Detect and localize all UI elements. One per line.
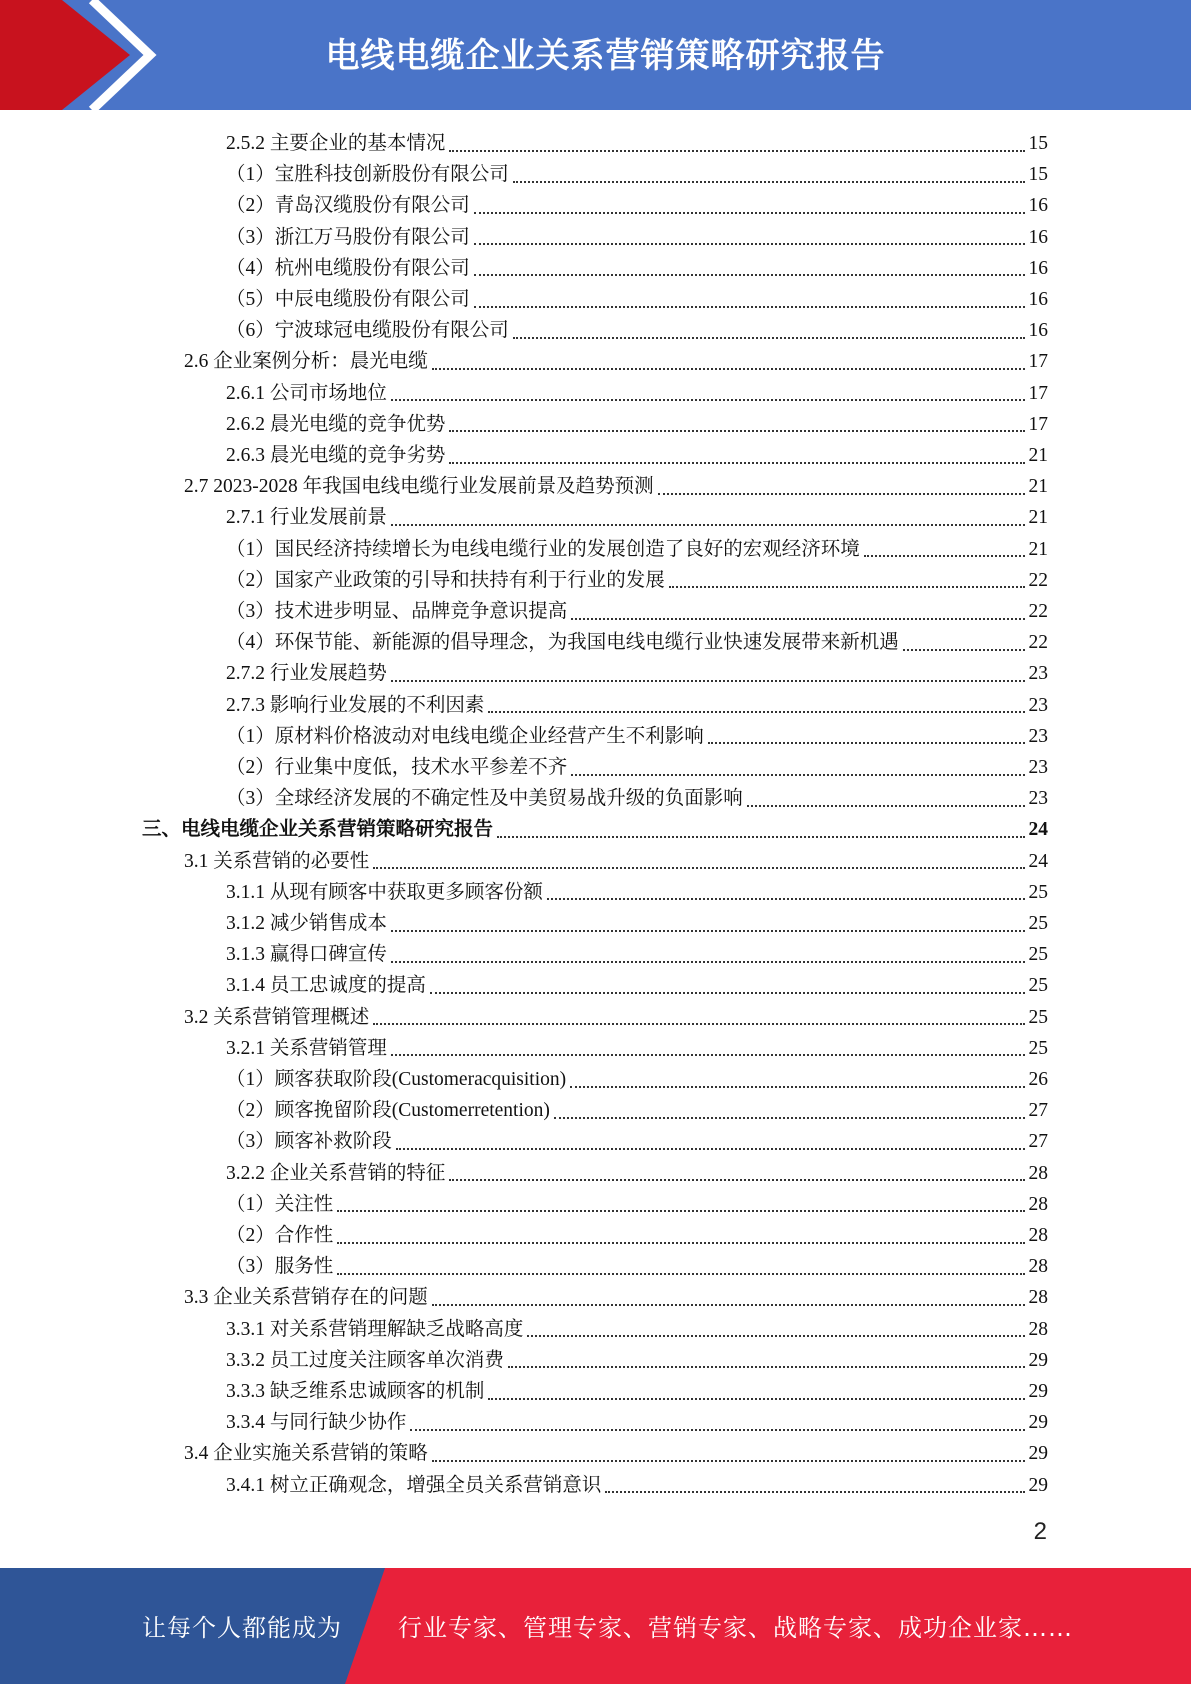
toc-entry-label: 2.6.3 晨光电缆的竞争劣势 xyxy=(226,445,446,466)
toc-dot-leader xyxy=(391,930,1025,932)
toc-entry-page: 29 xyxy=(1028,1443,1048,1465)
toc-entry[interactable] xyxy=(226,378,1048,409)
toc-entry-label: 2.5.2 主要企业的基本情况 xyxy=(226,133,446,154)
toc-entry[interactable] xyxy=(226,1126,1048,1157)
toc-dot-leader xyxy=(474,306,1025,308)
toc-entry[interactable] xyxy=(226,658,1048,689)
toc-entry-label: 3.3.1 对关系营销理解缺乏战略高度 xyxy=(226,1318,524,1340)
toc-entry-page: 28 xyxy=(1028,1193,1048,1215)
toc-entry-page: 28 xyxy=(1028,1287,1048,1309)
toc-dot-leader xyxy=(513,181,1025,183)
toc-entry-label: （2）行业集中度低，技术水平参差不齐 xyxy=(226,757,568,778)
toc-entry[interactable] xyxy=(226,1470,1048,1501)
toc-entry-page: 16 xyxy=(1028,226,1048,248)
toc-entry-label: 3.3.3 缺乏维系忠诚顾客的机制 xyxy=(226,1381,485,1402)
toc-dot-leader xyxy=(449,430,1024,432)
toc-entry-page: 25 xyxy=(1028,1037,1048,1059)
toc-entry[interactable] xyxy=(226,284,1048,315)
toc-entry-page: 21 xyxy=(1028,476,1048,498)
toc-entry-page: 27 xyxy=(1028,1131,1048,1153)
toc-entry[interactable] xyxy=(226,1314,1048,1345)
toc-entry[interactable] xyxy=(226,908,1048,939)
toc-dot-leader xyxy=(449,462,1024,464)
toc-dot-leader xyxy=(527,1335,1024,1337)
toc-entry-page: 21 xyxy=(1028,507,1048,529)
toc-entry-label: 3.2 关系营销管理概述 xyxy=(184,1006,370,1028)
toc-entry-page: 28 xyxy=(1028,1318,1048,1340)
toc-entry-label: （3）技术进步明显、品牌竞争意识提高 xyxy=(226,601,568,622)
footer-slogan-right: 行业专家、管理专家、营销专家、战略专家、成功企业家…… xyxy=(398,1614,1073,1642)
toc-dot-leader xyxy=(488,1398,1024,1400)
toc-entry[interactable] xyxy=(226,783,1048,814)
toc-dot-leader xyxy=(432,1304,1025,1306)
toc-entry-label: （5）中辰电缆股份有限公司 xyxy=(226,289,470,310)
toc-dot-leader xyxy=(571,618,1024,620)
toc-entry-label: 3.1.1 从现有顾客中获取更多顾客份额 xyxy=(226,881,543,903)
toc-entry-page: 23 xyxy=(1028,725,1048,747)
toc-entry[interactable] xyxy=(226,596,1048,627)
toc-dot-leader xyxy=(391,524,1025,526)
toc-entry[interactable] xyxy=(184,1002,1048,1033)
toc-entry-label: 2.6 企业案例分析：晨光电缆 xyxy=(184,351,428,373)
toc-entry[interactable] xyxy=(226,222,1048,253)
toc-dot-leader xyxy=(373,867,1024,869)
toc-dot-leader xyxy=(430,992,1025,994)
toc-entry[interactable] xyxy=(226,565,1048,596)
toc-entry-page: 27 xyxy=(1028,1100,1048,1122)
toc-entry[interactable] xyxy=(226,1376,1048,1407)
toc-entry-page: 29 xyxy=(1028,1412,1048,1434)
toc-entry-label: （2）青岛汉缆股份有限公司 xyxy=(226,195,470,217)
toc-entry[interactable] xyxy=(226,1407,1048,1438)
toc-entry-page: 17 xyxy=(1028,382,1048,404)
toc-entry-page: 25 xyxy=(1028,881,1048,903)
toc-dot-leader xyxy=(547,898,1025,900)
toc-entry-label: 3.1.4 员工忠诚度的提高 xyxy=(226,975,426,997)
toc-entry-label: 2.7.1 行业发展前景 xyxy=(226,507,387,529)
toc-entry[interactable] xyxy=(226,190,1048,221)
toc-entry-label: （1）国民经济持续增长为电线电缆行业的发展创造了良好的宏观经济环境 xyxy=(226,538,860,560)
toc-dot-leader xyxy=(337,1210,1024,1212)
toc-entry[interactable] xyxy=(226,1095,1048,1126)
toc-entry-label: 3.3.4 与同行缺少协作 xyxy=(226,1412,407,1434)
footer-slogan-left: 让每个人都能成为 xyxy=(142,1614,342,1642)
toc-entry-label: （2）合作性 xyxy=(226,1225,334,1246)
toc-entry-label: 3.1.2 减少销售成本 xyxy=(226,913,387,934)
toc-dot-leader xyxy=(508,1366,1025,1368)
toc-entry-page: 16 xyxy=(1028,320,1048,342)
toc-entry[interactable] xyxy=(226,752,1048,783)
toc-entry[interactable] xyxy=(226,939,1048,970)
toc-entry[interactable] xyxy=(226,253,1048,284)
toc-dot-leader xyxy=(449,1179,1024,1181)
toc-entry-page: 17 xyxy=(1028,351,1048,373)
toc-entry[interactable] xyxy=(226,159,1048,190)
toc-dot-leader xyxy=(864,555,1025,557)
toc-entry-label: （1）关注性 xyxy=(226,1193,334,1215)
toc-entry[interactable] xyxy=(184,1282,1048,1313)
toc-entry-page: 28 xyxy=(1028,1225,1048,1246)
toc-entry-page: 23 xyxy=(1028,663,1048,685)
toc-entry-label: （1）原材料价格波动对电线电缆企业经营产生不利影响 xyxy=(226,725,704,747)
toc-entry-label: 3.3 企业关系营销存在的问题 xyxy=(184,1287,428,1309)
page-number: 2 xyxy=(1033,1518,1047,1545)
toc-dot-leader xyxy=(474,212,1025,214)
toc-entry[interactable] xyxy=(226,128,1048,159)
toc-entry-page: 23 xyxy=(1028,788,1048,810)
toc-entry-label: （3）全球经济发展的不确定性及中美贸易战升级的负面影响 xyxy=(226,788,743,810)
toc-entry[interactable] xyxy=(226,534,1048,565)
toc-entry-label: （2）国家产业政策的引导和扶持有利于行业的发展 xyxy=(226,569,665,591)
toc-entry[interactable] xyxy=(226,1189,1048,1220)
toc-entry[interactable] xyxy=(226,1064,1048,1095)
toc-dot-leader xyxy=(570,1086,1024,1088)
toc-entry-page: 21 xyxy=(1028,445,1048,466)
toc-dot-leader xyxy=(391,399,1025,401)
toc-dot-leader xyxy=(449,150,1024,152)
toc-entry-page: 25 xyxy=(1028,913,1048,934)
toc-dot-leader xyxy=(410,1429,1024,1431)
toc-entry[interactable] xyxy=(226,440,1048,471)
toc-entry[interactable] xyxy=(226,409,1048,440)
toc-entry-page: 22 xyxy=(1028,632,1048,654)
toc-dot-leader xyxy=(373,1023,1024,1025)
toc-entry-page: 24 xyxy=(1028,850,1048,872)
toc-dot-leader xyxy=(474,243,1025,245)
toc-dot-leader xyxy=(391,961,1025,963)
toc-dot-leader xyxy=(337,1242,1024,1244)
toc-dot-leader xyxy=(554,1117,1025,1119)
toc-entry-label: （3）浙江万马股份有限公司 xyxy=(226,226,470,248)
toc-entry-label: （2）顾客挽留阶段(Customerretention) xyxy=(226,1100,550,1122)
toc-entry-label: 2.7.2 行业发展趋势 xyxy=(226,663,387,685)
toc-entry[interactable] xyxy=(226,1033,1048,1064)
toc-entry-page: 16 xyxy=(1028,257,1048,279)
toc-dot-leader xyxy=(474,274,1025,276)
toc-entry-label: 3.2.2 企业关系营销的特征 xyxy=(226,1162,446,1184)
toc-entry[interactable] xyxy=(184,846,1048,877)
toc-dot-leader xyxy=(391,680,1025,682)
footer-banner xyxy=(0,1568,1191,1684)
toc-entry-page: 25 xyxy=(1028,1006,1048,1028)
toc-entry-page: 16 xyxy=(1028,289,1048,310)
toc-entry-label: （1）宝胜科技创新股份有限公司 xyxy=(226,164,509,186)
toc-dot-leader xyxy=(903,649,1025,651)
toc-entry-label: （1）顾客获取阶段(Customeracquisition) xyxy=(226,1069,567,1090)
toc-entry[interactable] xyxy=(226,1345,1048,1376)
toc-entry[interactable] xyxy=(226,970,1048,1001)
toc-entry[interactable] xyxy=(226,627,1048,658)
toc-entry[interactable] xyxy=(226,502,1048,533)
toc-entry-page: 28 xyxy=(1028,1162,1048,1184)
toc-entry-page: 21 xyxy=(1028,538,1048,560)
toc-entry-page: 28 xyxy=(1028,1256,1048,1278)
toc-dot-leader xyxy=(658,493,1025,495)
toc-entry-page: 22 xyxy=(1028,601,1048,622)
toc-entry-label: 2.6.1 公司市场地位 xyxy=(226,382,387,404)
toc-dot-leader xyxy=(432,368,1025,370)
toc-entry[interactable] xyxy=(142,814,1048,845)
toc-entry-label: 3.4.1 树立正确观念，增强全员关系营销意识 xyxy=(226,1474,602,1496)
toc-entry-label: 三、电线电缆企业关系营销策略研究报告 xyxy=(142,819,494,841)
toc-dot-leader xyxy=(391,1054,1025,1056)
toc-entry-page: 15 xyxy=(1028,133,1048,154)
toc-entry-label: 2.7.3 影响行业发展的不利因素 xyxy=(226,694,485,716)
toc-entry-page: 22 xyxy=(1028,569,1048,591)
toc-entry-label: （6）宁波球冠电缆股份有限公司 xyxy=(226,320,509,342)
toc-entry-page: 23 xyxy=(1028,757,1048,778)
toc-dot-leader xyxy=(337,1273,1024,1275)
toc-entry-label: （3）服务性 xyxy=(226,1256,334,1278)
toc-entry[interactable] xyxy=(184,1438,1048,1469)
toc-entry-label: 3.4 企业实施关系营销的策略 xyxy=(184,1443,428,1465)
document-title: 电线电缆企业关系营销策略研究报告 xyxy=(325,36,886,76)
toc-entry-label: 3.1 关系营销的必要性 xyxy=(184,850,370,872)
toc-dot-leader xyxy=(513,337,1025,339)
toc-entry[interactable] xyxy=(226,1251,1048,1282)
toc-dot-leader xyxy=(708,742,1025,744)
toc-entry-page: 29 xyxy=(1028,1474,1048,1496)
toc-entry[interactable] xyxy=(226,315,1048,346)
toc-entry-label: （4）环保节能、新能源的倡导理念，为我国电线电缆行业快速发展带来新机遇 xyxy=(226,632,899,654)
toc-entry-page: 25 xyxy=(1028,944,1048,966)
toc-entry-page: 16 xyxy=(1028,195,1048,217)
toc-entry[interactable] xyxy=(184,471,1048,502)
toc-entry[interactable] xyxy=(184,346,1048,377)
toc-dot-leader xyxy=(396,1148,1025,1150)
toc-entry-page: 23 xyxy=(1028,694,1048,716)
toc-dot-leader xyxy=(669,586,1025,588)
toc-entry-label: （3）顾客补救阶段 xyxy=(226,1131,392,1153)
toc-dot-leader xyxy=(488,711,1024,713)
toc-entry[interactable] xyxy=(226,877,1048,908)
toc-entry-label: 3.2.1 关系营销管理 xyxy=(226,1037,387,1059)
toc-entry-label: 3.3.2 员工过度关注顾客单次消费 xyxy=(226,1349,504,1371)
toc-dot-leader xyxy=(747,805,1025,807)
toc-entry-page: 29 xyxy=(1028,1381,1048,1402)
toc-entry-page: 24 xyxy=(1028,819,1048,841)
toc-entry-label: 2.6.2 晨光电缆的竞争优势 xyxy=(226,413,446,435)
toc-entry-page: 26 xyxy=(1028,1069,1048,1090)
toc-entry[interactable] xyxy=(226,1158,1048,1189)
toc-entry[interactable] xyxy=(226,1220,1048,1251)
header-banner xyxy=(0,0,1191,110)
toc-entry-page: 17 xyxy=(1028,413,1048,435)
toc-dot-leader xyxy=(571,774,1024,776)
toc-dot-leader xyxy=(605,1491,1024,1493)
toc-entry-label: （4）杭州电缆股份有限公司 xyxy=(226,257,470,279)
toc-entry-page: 15 xyxy=(1028,164,1048,186)
toc-entry-label: 3.1.3 赢得口碑宣传 xyxy=(226,944,387,966)
toc-dot-leader xyxy=(497,836,1024,838)
toc-entry[interactable] xyxy=(226,721,1048,752)
toc-entry-page: 29 xyxy=(1028,1349,1048,1371)
toc-entry-label: 2.7 2023-2028 年我国电线电缆行业发展前景及趋势预测 xyxy=(184,476,654,498)
toc-entry[interactable] xyxy=(226,690,1048,721)
toc-dot-leader xyxy=(432,1460,1025,1462)
toc-entry-page: 25 xyxy=(1028,975,1048,997)
